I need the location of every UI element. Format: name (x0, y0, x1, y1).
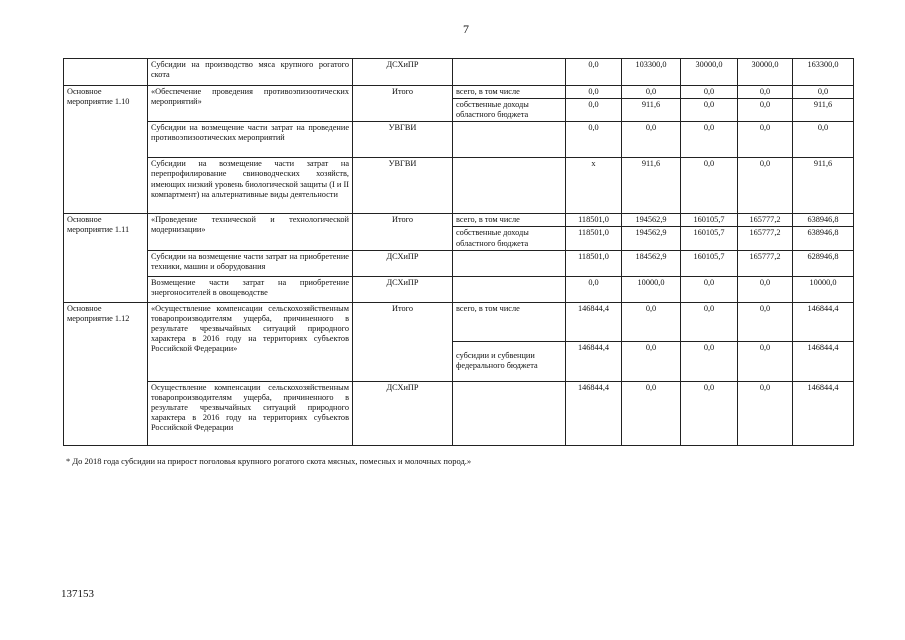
table-row (64, 214, 854, 227)
empty-cell (453, 381, 566, 445)
value-cell: 0,0 (681, 381, 738, 445)
funding-source: всего, в том числе (453, 86, 566, 99)
table-row (64, 86, 854, 99)
value-cell: 30000,0 (681, 59, 738, 86)
value-cell: 638946,8 (793, 214, 854, 227)
executor: Итого (353, 302, 453, 381)
value-cell: 0,0 (738, 381, 793, 445)
table-row (64, 158, 854, 214)
table-row (64, 250, 854, 276)
value-cell: 30000,0 (738, 59, 793, 86)
measure-name: Субсидии на возмещение части затрат на перепрофилирование свиноводческих хозяйств, имеющих низкий уровень биологической защиты (I и II компартмент) на альтернативные виды деятельности (148, 158, 353, 214)
measure-name: «Обеспечение проведения противоэпизоотических мероприятий» (148, 86, 353, 122)
funding-source: всего, в том числе (453, 214, 566, 227)
empty-cell (453, 250, 566, 276)
value-cell: 0,0 (622, 302, 681, 341)
empty-cell (453, 122, 566, 158)
value-cell: 0,0 (738, 99, 793, 122)
measure-label: Основное мероприятие 1.10 (64, 86, 148, 214)
value-cell: 0,0 (738, 158, 793, 214)
value-cell: 911,6 (622, 158, 681, 214)
empty-cell (64, 59, 148, 86)
footnote: * До 2018 года субсидии на прирост поголовья крупного рогатого скота мясных, помесных и молочных пород.» (66, 456, 472, 466)
value-cell: 146844,4 (793, 302, 854, 341)
value-cell: 146844,4 (566, 341, 622, 381)
value-cell: 0,0 (566, 99, 622, 122)
value-cell: 0,0 (738, 276, 793, 302)
executor: ДСХиПР (353, 276, 453, 302)
value-cell: 146844,4 (793, 341, 854, 381)
measure-label: Основное мероприятие 1.11 (64, 214, 148, 302)
value-cell: 638946,8 (793, 227, 854, 250)
value-cell: 0,0 (681, 122, 738, 158)
table-row (64, 59, 854, 86)
value-cell: 0,0 (622, 86, 681, 99)
executor: Итого (353, 214, 453, 250)
value-cell: х (566, 158, 622, 214)
value-cell: 0,0 (793, 86, 854, 99)
value-cell: 165777,2 (738, 250, 793, 276)
value-cell: 0,0 (681, 158, 738, 214)
measure-name: Возмещение части затрат на приобретение энергоносителей в овощеводстве (148, 276, 353, 302)
value-cell: 0,0 (566, 86, 622, 99)
value-cell: 0,0 (566, 59, 622, 86)
value-cell: 0,0 (681, 276, 738, 302)
funding-source: всего, в том числе (453, 302, 566, 341)
measure-name: Субсидии на производство мяса крупного рогатого скота (148, 59, 353, 86)
value-cell: 0,0 (681, 302, 738, 341)
measure-name: «Осуществление компенсации сельскохозяйственным товаропроизводителям ущерба, причиненного в результате чрезвычайных ситуаций природного характера в 2016 году на территориях субъектов Российской Федерации» (148, 302, 353, 381)
table-row (64, 381, 854, 445)
measure-name: «Проведение технической и технологической модернизации» (148, 214, 353, 250)
value-cell: 118501,0 (566, 227, 622, 250)
value-cell: 0,0 (622, 122, 681, 158)
executor: ДСХиПР (353, 250, 453, 276)
executor: Итого (353, 86, 453, 122)
value-cell: 0,0 (681, 86, 738, 99)
value-cell: 10000,0 (793, 276, 854, 302)
value-cell: 10000,0 (622, 276, 681, 302)
empty-cell (453, 59, 566, 86)
measure-name: Субсидии на возмещение части затрат на приобретение техники, машин и оборудования (148, 250, 353, 276)
value-cell: 160105,7 (681, 227, 738, 250)
value-cell: 163300,0 (793, 59, 854, 86)
value-cell: 184562,9 (622, 250, 681, 276)
page-number: 7 (463, 22, 469, 36)
table-row (64, 276, 854, 302)
executor: ДСХиПР (353, 59, 453, 86)
value-cell: 0,0 (622, 341, 681, 381)
document-number: 137153 (61, 588, 94, 600)
executor: УВГВИ (353, 158, 453, 214)
value-cell: 160105,7 (681, 250, 738, 276)
measure-name: Осуществление компенсации сельскохозяйственным товаропроизводителям ущерба, причиненного в результате чрезвычайных ситуаций природного характера в 2016 году на территориях субъектов Российской Федерации (148, 381, 353, 445)
budget-table (63, 58, 854, 446)
value-cell: 0,0 (622, 381, 681, 445)
value-cell: 146844,4 (566, 302, 622, 341)
value-cell: 160105,7 (681, 214, 738, 227)
value-cell: 194562,9 (622, 227, 681, 250)
funding-source: собственные доходы областного бюджета (453, 99, 566, 122)
value-cell: 911,6 (793, 158, 854, 214)
value-cell: 118501,0 (566, 214, 622, 227)
value-cell: 628946,8 (793, 250, 854, 276)
table-row (64, 122, 854, 158)
value-cell: 0,0 (681, 99, 738, 122)
value-cell: 103300,0 (622, 59, 681, 86)
value-cell: 165777,2 (738, 214, 793, 227)
value-cell: 0,0 (566, 276, 622, 302)
value-cell: 146844,4 (793, 381, 854, 445)
value-cell: 0,0 (738, 86, 793, 99)
value-cell: 0,0 (793, 122, 854, 158)
value-cell: 146844,4 (566, 381, 622, 445)
executor: УВГВИ (353, 122, 453, 158)
executor: ДСХиПР (353, 381, 453, 445)
value-cell: 911,6 (622, 99, 681, 122)
value-cell: 0,0 (738, 122, 793, 158)
value-cell: 911,6 (793, 99, 854, 122)
value-cell: 0,0 (681, 341, 738, 381)
value-cell: 194562,9 (622, 214, 681, 227)
value-cell: 0,0 (738, 302, 793, 341)
empty-cell (453, 158, 566, 214)
value-cell: 0,0 (738, 341, 793, 381)
value-cell: 165777,2 (738, 227, 793, 250)
value-cell: 0,0 (566, 122, 622, 158)
table-row (64, 302, 854, 341)
value-cell: 118501,0 (566, 250, 622, 276)
funding-source: субсидии и субвенции федерального бюджета (453, 341, 566, 381)
measure-name: Субсидии на возмещение части затрат на проведение противоэпизоотических мероприятий (148, 122, 353, 158)
empty-cell (453, 276, 566, 302)
measure-label: Основное мероприятие 1.12 (64, 302, 148, 445)
funding-source: собственные доходы областного бюджета (453, 227, 566, 250)
